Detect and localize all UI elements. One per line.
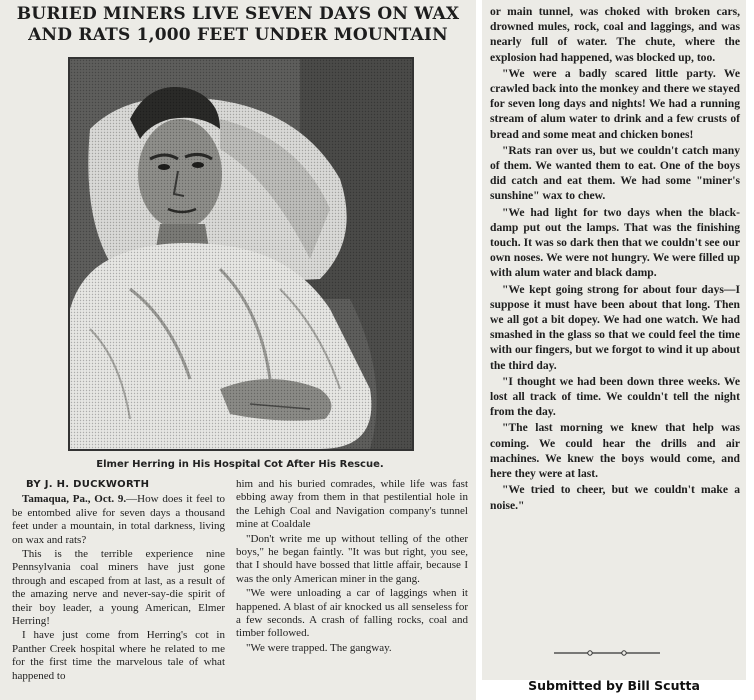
paragraph: "We had light for two days when the black-damp put out the lamps. That was the finishing touch. It was so dark then that we couldn't see our own noses. We were not hungry. We were filled up with alum water and black damp. bbox=[490, 205, 740, 280]
paragraph: "We were a badly scared little party. We crawled back into the monkey and there we stayed for seven long days and nights! We had a running stream of alum water to drink and a few crusts of bread and some meat and chicken bones! bbox=[490, 66, 740, 141]
paragraph: I have just come from Herring's cot in Panther Creek hospital where he related to me for the first time the marvelous tale of what happened to bbox=[12, 629, 225, 682]
paragraph: "I thought we had been down three weeks. We lost all track of time. We couldn't tell the night from the day. bbox=[490, 374, 740, 419]
end-rule-divider bbox=[552, 649, 662, 657]
photo-caption: Elmer Herring in His Hospital Cot After His Rescue. bbox=[96, 459, 384, 470]
paragraph: "Don't write me up without telling of the other boys," he began faintly. "It was but right, you see, that I should have bossed that little affair, because I was the only American miner in the gang. bbox=[236, 532, 468, 585]
headline bbox=[10, 4, 466, 46]
paragraph: "The last morning we knew that help was coming. We could hear the drills and air machines. We knew the boys would come, and here they were at last. bbox=[490, 421, 740, 481]
paragraph-text: —How does it feel to be entombed alive for seven days a thousand feet under a mountain, in total darkness, living on wax and rats? bbox=[12, 493, 226, 546]
headline-line-1: BURIED MINERS LIVE SEVEN DAYS ON WAX bbox=[16, 4, 460, 24]
paragraph: "We kept going strong for about four days—I suppose it must have been about that long. Then we all got a bit dopey. We had one watch. We had smashed in the glass so that we could feel the time with our fingers, but we forgot to wind it up about the third day. bbox=[490, 282, 740, 372]
paragraph: or main tunnel, was choked with broken cars, drowned mules, rock, coal and laggings, and was nearly full of water. The chute, where the explosion had happened, was blocked up, too. bbox=[490, 5, 740, 64]
article-column-2 bbox=[236, 478, 468, 656]
paragraph: This is the terrible experience nine Pennsylvania coal miners have just gone through and escaped from at last, as a result of the amazing nerve and never-say-die spirit of their boy leader, a young American, Elmer Herring! bbox=[12, 548, 225, 628]
hospital-photo bbox=[68, 57, 414, 451]
paragraph: "We were trapped. The gangway. bbox=[246, 641, 392, 654]
paragraph: "Rats ran over us, but we couldn't catch many of them. We wanted them to eat. One of the boys did catch and eat them. We had some "miner's sunshine" wax to chew. bbox=[490, 143, 740, 203]
headline-line-2: AND RATS 1,000 FEET UNDER MOUNTAIN bbox=[28, 25, 448, 45]
submitted-by-credit: Submitted by Bill Scutta bbox=[528, 678, 700, 693]
paragraph: "We were unloading a car of laggings when it happened. A blast of air knocked us all senseless for a few seconds. A crash of falling rocks, coal and timber followed. bbox=[236, 587, 468, 640]
paragraph: "We tried to cheer, but we couldn't make a noise." bbox=[490, 483, 740, 512]
paragraph bbox=[12, 493, 225, 547]
article-column-3 bbox=[490, 4, 740, 514]
right-clipping bbox=[482, 0, 746, 680]
paragraph: him and his buried comrades, while life was fast ebbing away from them in that pestilential hole in the Lehigh Coal and Navigation company's tunnel mine at Coaldale bbox=[236, 478, 468, 531]
byline: BY J. H. DUCKWORTH bbox=[26, 479, 150, 490]
article-column-1 bbox=[12, 478, 225, 684]
dateline: Tamaqua, Pa., Oct. 9. bbox=[22, 493, 127, 506]
